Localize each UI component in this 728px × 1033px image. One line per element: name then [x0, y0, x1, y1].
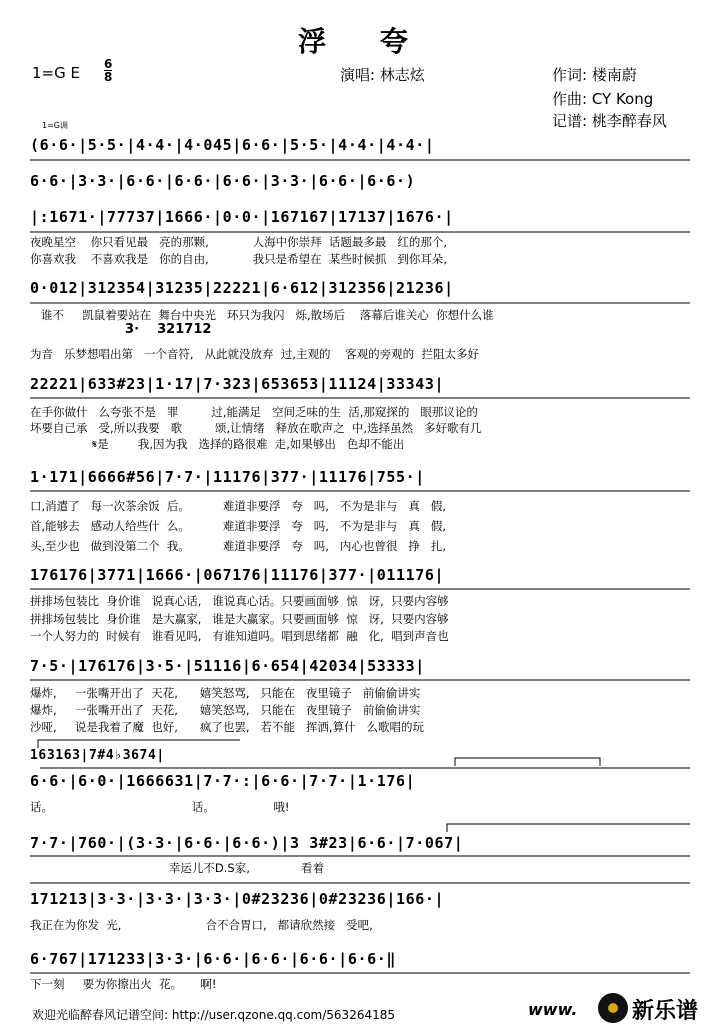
lyric-line: 下一刻 要为你擦出火 花。 啊! — [30, 977, 217, 991]
lyric-line: 3· 321712 — [30, 322, 212, 337]
lyric-line: 𝄋是 我,因为我 选择的路很难 走,如果够出 色却不能出 — [30, 437, 405, 451]
lyric-line: 我正在为你发 光, 合不合胃口, 都请欣然接 受吧, — [30, 918, 373, 932]
chorus-notes-2: 176176|3771|1666·|067176|11176|377·|011176| — [30, 566, 445, 584]
chorus-notes-1: 1·171|6666#56|7·7·|11176|377·|11176|755·| — [30, 468, 425, 486]
lyric-line: 爆炸, 一张嘴开出了 天花, 嬉笑怒骂, 只能在 夜里镜子 前偷偷讲实 — [30, 703, 421, 717]
lyric-line: 一个人努力的 时候有 谁看见吗, 有谁知道吗。唱到思绪都 融 化, 唱到声音也 — [30, 629, 449, 643]
intro-line-2: 6·6·|3·3·|6·6·|6·6·|6·6·|3·3·|6·6·|6·6·) — [30, 172, 416, 190]
outro-notes-2: 6·767|171233|3·3·|6·6·|6·6·|6·6·|6·6·‖ — [30, 950, 396, 968]
lyric-line: 首,能够去 感动人给些什 么。 难道非要浮 夸 吗, 不为是非与 真 假, — [30, 519, 446, 533]
site-url[interactable]: www. — [528, 1000, 578, 1019]
ending-notes-2: 7·7·|760·|(3·3·|6·6·|6·6·)|3 3#23|6·6·|7·067| — [30, 834, 464, 852]
lyric-line: 拼排场包装比 身价谁 说真心话, 谁说真心话。只要画面够 惊 讶, 只要内容够 — [30, 594, 449, 608]
footer-link[interactable]: 欢迎光临醉春风记谱空间: http://user.qzone.qq.com/563264185 — [32, 1008, 396, 1022]
composer-credit: 作曲: CY Kong — [552, 90, 654, 108]
outro-notes-1: 171213|3·3·|3·3·|3·3·|0#23236|0#23236|166·| — [30, 890, 445, 908]
lyric-line: 为音 乐梦想唱出第 一个音符, 从此就没放弃 过,主观的 客观的旁观的 拦阻太多好 — [30, 347, 479, 361]
lyric-line: 你喜欢我 不喜欢我是 你的自由, 我只是希望在 某些时候抓 到你耳朵, — [30, 252, 448, 266]
lyric-line: 谁不 凯鼠着要站在 舞台中央光 环只为我闪 烁,散场后 落幕后谁关心 你想什么谁 — [30, 308, 494, 322]
lyricist-credit: 作词: 楼南蔚 — [552, 66, 637, 84]
logo-text: 新乐谱 — [632, 999, 699, 1024]
lyric-line: 沙哑, 说是我着了魔 也好, 疯了也罢, 若不能 挥洒,算什 么歌唱的玩 — [30, 720, 425, 734]
lyric-line: 口,消遣了 每一次茶余饭 后。 难道非要浮 夸 吗, 不为是非与 真 假, — [30, 499, 446, 513]
intro-line-1: (6·6·|5·5·|4·4·|4·045|6·6·|5·5·|4·4·|4·4·| — [30, 136, 435, 154]
lyric-line: 头,至少也 做到没第二个 我。 难道非要浮 夸 吗, 内心也曾很 挣 扎, — [30, 539, 446, 553]
verse-notes-1: |:1671·|77737|1666·|0·0·|167167|17137|1676·| — [30, 208, 454, 226]
lyric-line: 坏要自己承 受,所以我要 歌 颂,让情绪 释放在歌声之 中,选择虽然 多好歌有几 — [30, 421, 482, 435]
verse-notes-3: 22221|633#23|1·17|7·323|653653|11124|33343| — [30, 375, 445, 393]
lyric-line: 在手你做什 么夸张不是 罪 过,能满足 空间乏味的生 活,那窥探的 眼那议论的 — [30, 405, 478, 419]
ending-alt-notes: 163163|7#4♭3674| — [30, 748, 165, 763]
lyric-line: 拼排场包装比 身价谁 是大赢家, 谁是大赢家。只要画面够 惊 讶, 只要内容够 — [30, 612, 449, 626]
singer-credit: 演唱: 林志炫 — [340, 66, 425, 84]
song-title: 浮 夸 — [298, 25, 430, 58]
music-disc-icon — [598, 993, 628, 1023]
ending-notes-1: 6·6·|6·0·|1666631|7·7·:|6·6·|7·7·|1·176| — [30, 772, 416, 790]
verse-notes-2: 0·012|312354|31235|22221|6·612|312356|21236| — [30, 279, 454, 297]
lyric-line: 幸运儿不D.S家, 看着 — [30, 861, 325, 875]
key-signature: 1=G E — [32, 64, 80, 82]
lyric-line: 夜晚星空 你只看见最 亮的那颗, 人海中你崇拜 话题最多最 红的那个, — [30, 235, 448, 249]
key-change-mark: 1=G调 — [42, 121, 68, 130]
lyric-line: 话。 话。 哦! — [30, 800, 290, 814]
lyric-line: 爆炸, 一张嘴开出了 天花, 嬉笑怒骂, 只能在 夜里镜子 前偷偷讲实 — [30, 686, 421, 700]
time-signature-numerator: 6 — [104, 57, 113, 71]
time-signature-denominator: 8 — [104, 70, 113, 84]
site-logo[interactable] — [598, 993, 720, 1023]
transcriber-credit: 记谱: 桃李醉春风 — [552, 112, 667, 130]
chorus-notes-3: 7·5·|176176|3·5·|51116|6·654|42034|53333| — [30, 657, 425, 675]
